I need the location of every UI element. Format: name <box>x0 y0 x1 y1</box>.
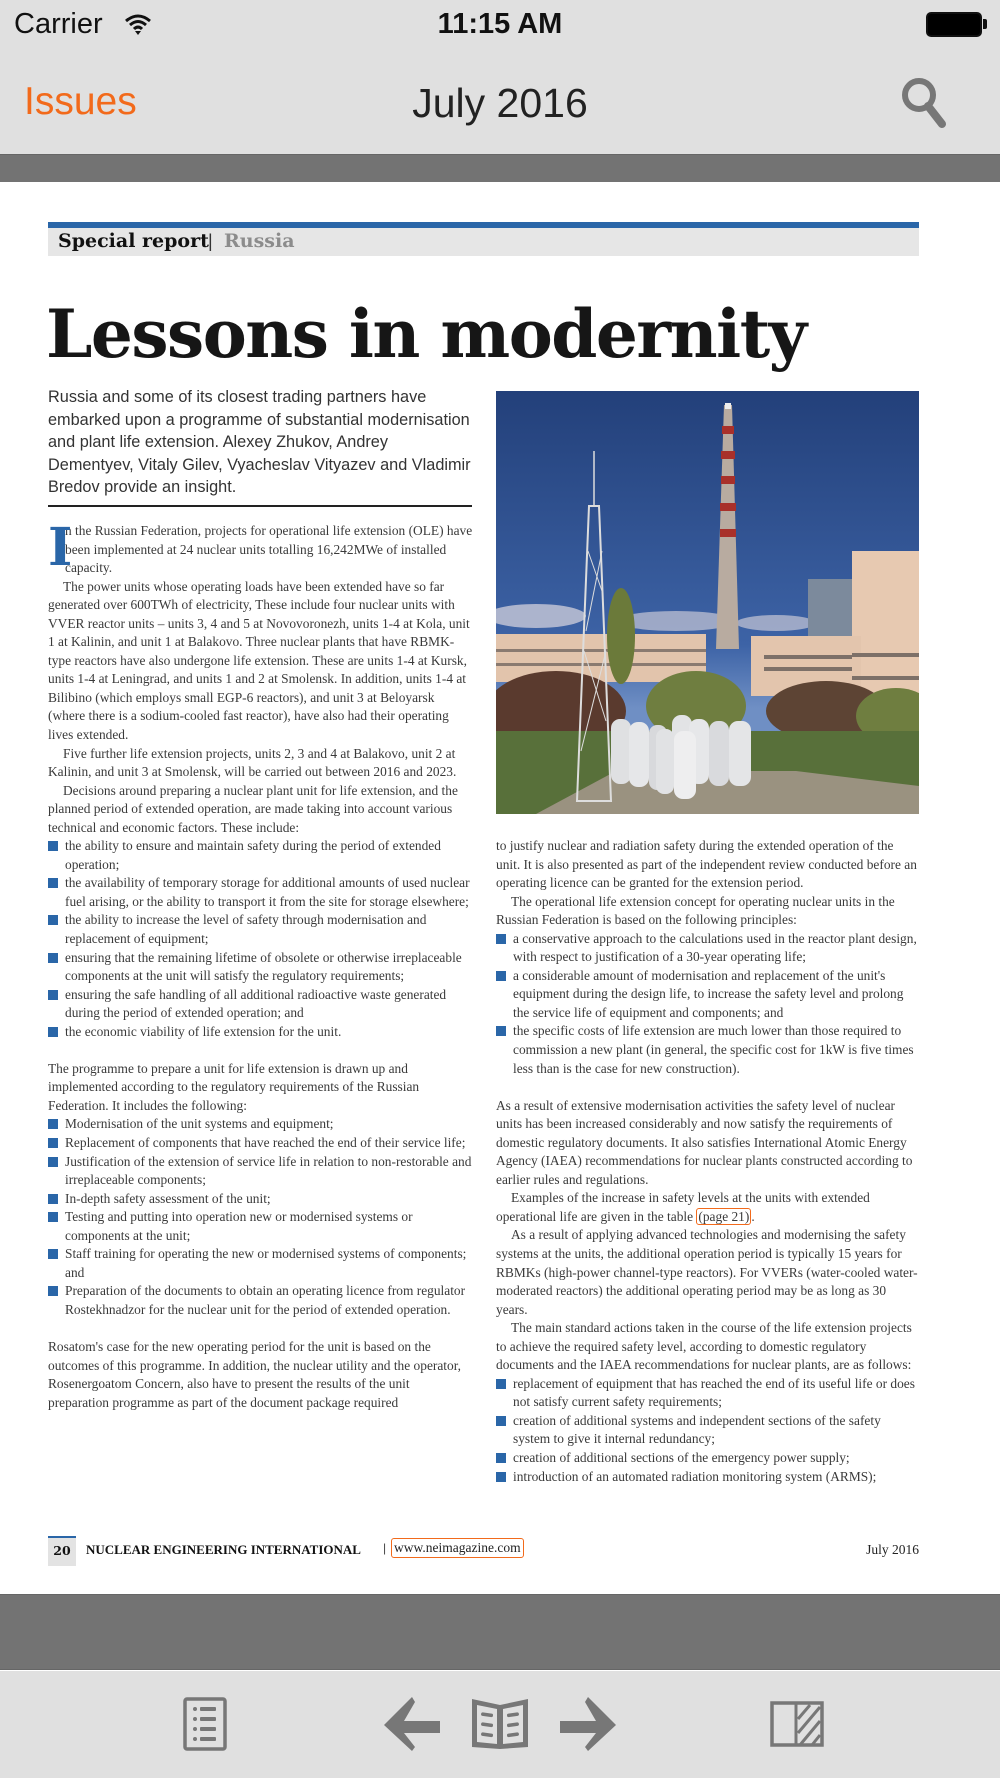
list-item-text: ensuring that the remaining lifetime of obsolete or otherwise irreplaceable components at the unit will satisfy the regulatory requirements; <box>65 949 462 984</box>
search-icon[interactable] <box>896 74 952 130</box>
list-item-text: a conservative approach to the calculations used in the reactor plant design, with respect to justification of a 30-year operating life; <box>513 930 917 965</box>
bullet-icon <box>496 934 506 944</box>
paragraph-text: Examples of the increase in safety levels at the units with extended operational life are given in the table <box>496 1190 870 1224</box>
reader-background-bottom <box>0 1594 1000 1670</box>
magazine-page[interactable] <box>0 182 1000 1594</box>
wifi-icon <box>124 12 152 36</box>
issue-title: July 2016 <box>412 80 588 126</box>
website-link[interactable]: www.neimagazine.com <box>391 1538 524 1558</box>
bullet-icon <box>48 953 58 963</box>
paragraph: Five further life extension projects, units 2, 3 and 4 at Balakovo, unit 2 at Kalinin, and unit 3 at Smolensk, will be carried out between 2016 and 2023. <box>48 745 457 780</box>
paragraph-text-end: . <box>751 1208 755 1224</box>
list-item <box>48 1153 473 1190</box>
list-item-text: Preparation of the documents to obtain an operating licence from regulator Rostekhnadzor for the nuclear unit for the period of extended operation. <box>65 1283 466 1317</box>
status-bar <box>0 0 1000 50</box>
paragraph: As a result of applying advanced technologies and modernising the safety systems at the units, the additional operation period is typically 15 years for RBMKs (high-power channel-type reactors). For VVERs (water-cooled water-moderated reactors) the additional operating period may be as long as 30 years. <box>496 1227 918 1317</box>
list-item <box>496 1022 920 1078</box>
section-separator: | <box>208 231 213 251</box>
list-item-text: replacement of equipment that has reached the end of its useful life or does not satisfy current safety requirements; <box>513 1375 915 1410</box>
list-item <box>496 1375 920 1412</box>
paragraph: to justify nuclear and radiation safety during the extended operation of the unit. It is also presented as part of the independent review conducted before an operating licence can be granted for the extension period. <box>496 838 917 891</box>
list-item-text: creation of additional systems and independent sections of the safety system to give it internal redundancy; <box>513 1412 881 1447</box>
paragraph: The power units whose operating loads have been extended have so far generated over 600TWh of electricity, These include four nuclear units with VVER reactor units – units 3, 4 and 5 at Novovoronezh, units 1-4 at Kola, unit 1 at Kalinin, and unit 1 at Balakovo. Three nuclear plants that have RBMK-type reactors have also undergone life extension. These are units 1-4 at Kursk, units 1-4 at Leningrad, and units 1 and 2 at Smolensk. In addition, units 1-4 at Bilibino (which employs small EGP-6 reactors), and unit 3 at Beloyarsk (where there is a sodium-cooled fast reactor), have also had their operating lives extended. <box>48 578 470 743</box>
list-item <box>496 967 920 1023</box>
list-item-text: Replacement of components that have reached the end of their service life; <box>65 1135 466 1150</box>
page-number: 20 <box>48 1536 76 1566</box>
list-item <box>48 911 473 948</box>
issues-back-button[interactable]: Issues <box>24 80 137 123</box>
footer-date: July 2016 <box>866 1542 919 1557</box>
paragraph: The programme to prepare a unit for life extension is drawn up and implemented according to the regulatory requirements of the Russian Federation. It includes the following: <box>48 1060 420 1113</box>
list-item <box>48 1282 473 1319</box>
bullet-icon <box>48 1027 58 1037</box>
article-column-left <box>48 522 473 1522</box>
list-item <box>48 1208 473 1245</box>
intro-paragraph <box>48 522 473 578</box>
region-label: Russia <box>224 230 295 252</box>
list-item <box>496 1449 920 1468</box>
bullet-icon <box>496 1026 506 1036</box>
bullet-icon <box>496 1472 506 1482</box>
bullet-icon <box>48 990 58 1000</box>
article-headline: Lessons in modernity <box>46 295 806 373</box>
bullet-icon <box>48 878 58 888</box>
programme-list <box>48 1115 473 1319</box>
bullet-icon <box>48 1249 58 1259</box>
paragraph: Decisions around preparing a nuclear plant unit for life extension, and the planned period of extended operation, are made taking into account various technical and economic factors. These include: <box>48 782 458 835</box>
list-item-text: Testing and putting into operation new or modernised systems or components at the unit; <box>65 1209 413 1243</box>
article-column-right <box>496 837 920 1522</box>
paragraph: As a result of extensive modernisation activities the safety level of nuclear units has been increased considerably and now satisfy the requirements of domestic regulatory documents. It also satisfies International Atomic Energy Agency (IAEA) recommendations for nuclear plants constructed according to earlier rules and regulations. <box>496 1097 913 1187</box>
list-item-text: creation of additional sections of the emergency power supply; <box>513 1450 850 1465</box>
principles-list <box>496 930 920 1078</box>
nuclear-plant-photo <box>496 391 919 814</box>
list-item <box>496 930 920 967</box>
list-item-text: In-depth safety assessment of the unit; <box>65 1190 271 1206</box>
factors-list <box>48 837 473 1041</box>
bullet-icon <box>496 1379 506 1389</box>
list-item <box>48 1023 473 1042</box>
bullet-icon <box>496 971 506 981</box>
paragraph: Rosatom's case for the new operating period for the unit is based on the outcomes of this programme. In addition, the nuclear utility and the operator, Rosenergoatom Concern, also have to present the results of the unit preparation programme as part of the document package required <box>48 1338 461 1410</box>
list-item-text: a considerable amount of modernisation and replacement of the unit's equipment during the design life, to increase the safety level and prolong the service life of equipment and components; and <box>513 967 904 1020</box>
paragraph: The operational life extension concept for operating nuclear units in the Russian Federation is based on the following principles: <box>496 893 895 928</box>
bullet-icon <box>48 1286 58 1296</box>
open-book-icon[interactable] <box>470 1697 530 1751</box>
bullet-icon <box>48 1138 58 1148</box>
intro-text: n the Russian Federation, projects for operational life extension (OLE) have been implemented at 24 nuclear units totalling 16,242MWe of installed capacity. <box>65 523 473 576</box>
bullet-icon <box>48 1157 58 1167</box>
bullet-icon <box>48 1119 58 1129</box>
arrow-left-icon[interactable] <box>384 1697 442 1751</box>
carrier-label: Carrier <box>14 8 103 40</box>
bullet-icon <box>496 1453 506 1463</box>
article-standfirst: Russia and some of its closest trading partners have embarked upon a programme of substantial modernisation and plant life extension. Alexey Zhukov, Andrey Dementyev, Vitaly Gilev, Vyacheslav Vityazev and Vladimir Bredov provide an insight. <box>48 386 472 507</box>
list-item <box>48 1115 473 1134</box>
arrow-right-icon[interactable] <box>558 1697 616 1751</box>
bullet-icon <box>48 1212 58 1222</box>
list-item-text: Justification of the extension of service life in relation to non-restorable and irreplaceable components; <box>65 1153 472 1188</box>
battery-tip <box>983 19 987 29</box>
list-item-text: ensuring the safe handling of all additional radioactive waste generated during the period of extended operation; and <box>65 986 447 1021</box>
list-item <box>496 1412 920 1449</box>
list-item-text: Staff training for operating the new or modernised systems of components; and <box>65 1246 467 1280</box>
list-item <box>496 1468 920 1487</box>
list-item-text: the specific costs of life extension are much lower than those required to commission a new plant (in general, the specific cost for 1kW is five times less than is the case for new construction). <box>513 1023 914 1076</box>
bullet-icon <box>48 1194 58 1204</box>
bullet-icon <box>48 915 58 925</box>
list-item <box>48 1245 473 1282</box>
bullet-icon <box>496 1416 506 1426</box>
bottom-toolbar <box>0 1671 1000 1778</box>
list-item-text: the ability to increase the level of safety through modernisation and replacement of equipment; <box>65 912 427 947</box>
list-item-text: the ability to ensure and maintain safety during the period of extended operation; <box>65 838 441 872</box>
list-item-text: the economic viability of life extension for the unit. <box>65 1023 342 1039</box>
list-item-text: Modernisation of the unit systems and equipment; <box>65 1116 334 1132</box>
list-item <box>48 1190 473 1209</box>
list-item <box>48 874 473 911</box>
battery-icon <box>926 12 982 37</box>
paragraph-with-link <box>496 1189 920 1226</box>
section-banner <box>48 222 919 256</box>
actions-list <box>496 1375 920 1486</box>
page-footer <box>48 1536 919 1566</box>
footer-separator: | <box>383 1541 387 1555</box>
list-item <box>48 986 473 1023</box>
dropcap-letter: I <box>48 522 73 578</box>
page-21-link[interactable]: (page 21) <box>698 1208 750 1224</box>
table-of-contents-icon[interactable] <box>183 1697 227 1751</box>
reader-background-top <box>0 154 1000 182</box>
paragraph: The main standard actions taken in the course of the life extension projects to achieve the required safety level, according to domestic regulatory documents and the IAEA recommendations for nuclear plants, are as follows: <box>496 1320 912 1373</box>
bullet-icon <box>48 841 58 851</box>
list-item-text: the availability of temporary storage for additional amounts of used nuclear fuel arising, or the ability to transport it from the site for storage elsewhere; <box>65 875 470 909</box>
page-layout-icon[interactable] <box>770 1701 824 1747</box>
magazine-name: NUCLEAR ENGINEERING INTERNATIONAL <box>86 1542 361 1557</box>
navigation-bar <box>0 50 1000 154</box>
list-item-text: introduction of an automated radiation monitoring system (ARMS); <box>513 1468 877 1484</box>
clock: 11:15 AM <box>437 8 563 40</box>
list-item <box>48 837 473 874</box>
list-item <box>48 949 473 986</box>
list-item <box>48 1134 473 1153</box>
section-label: Special report <box>58 230 209 252</box>
